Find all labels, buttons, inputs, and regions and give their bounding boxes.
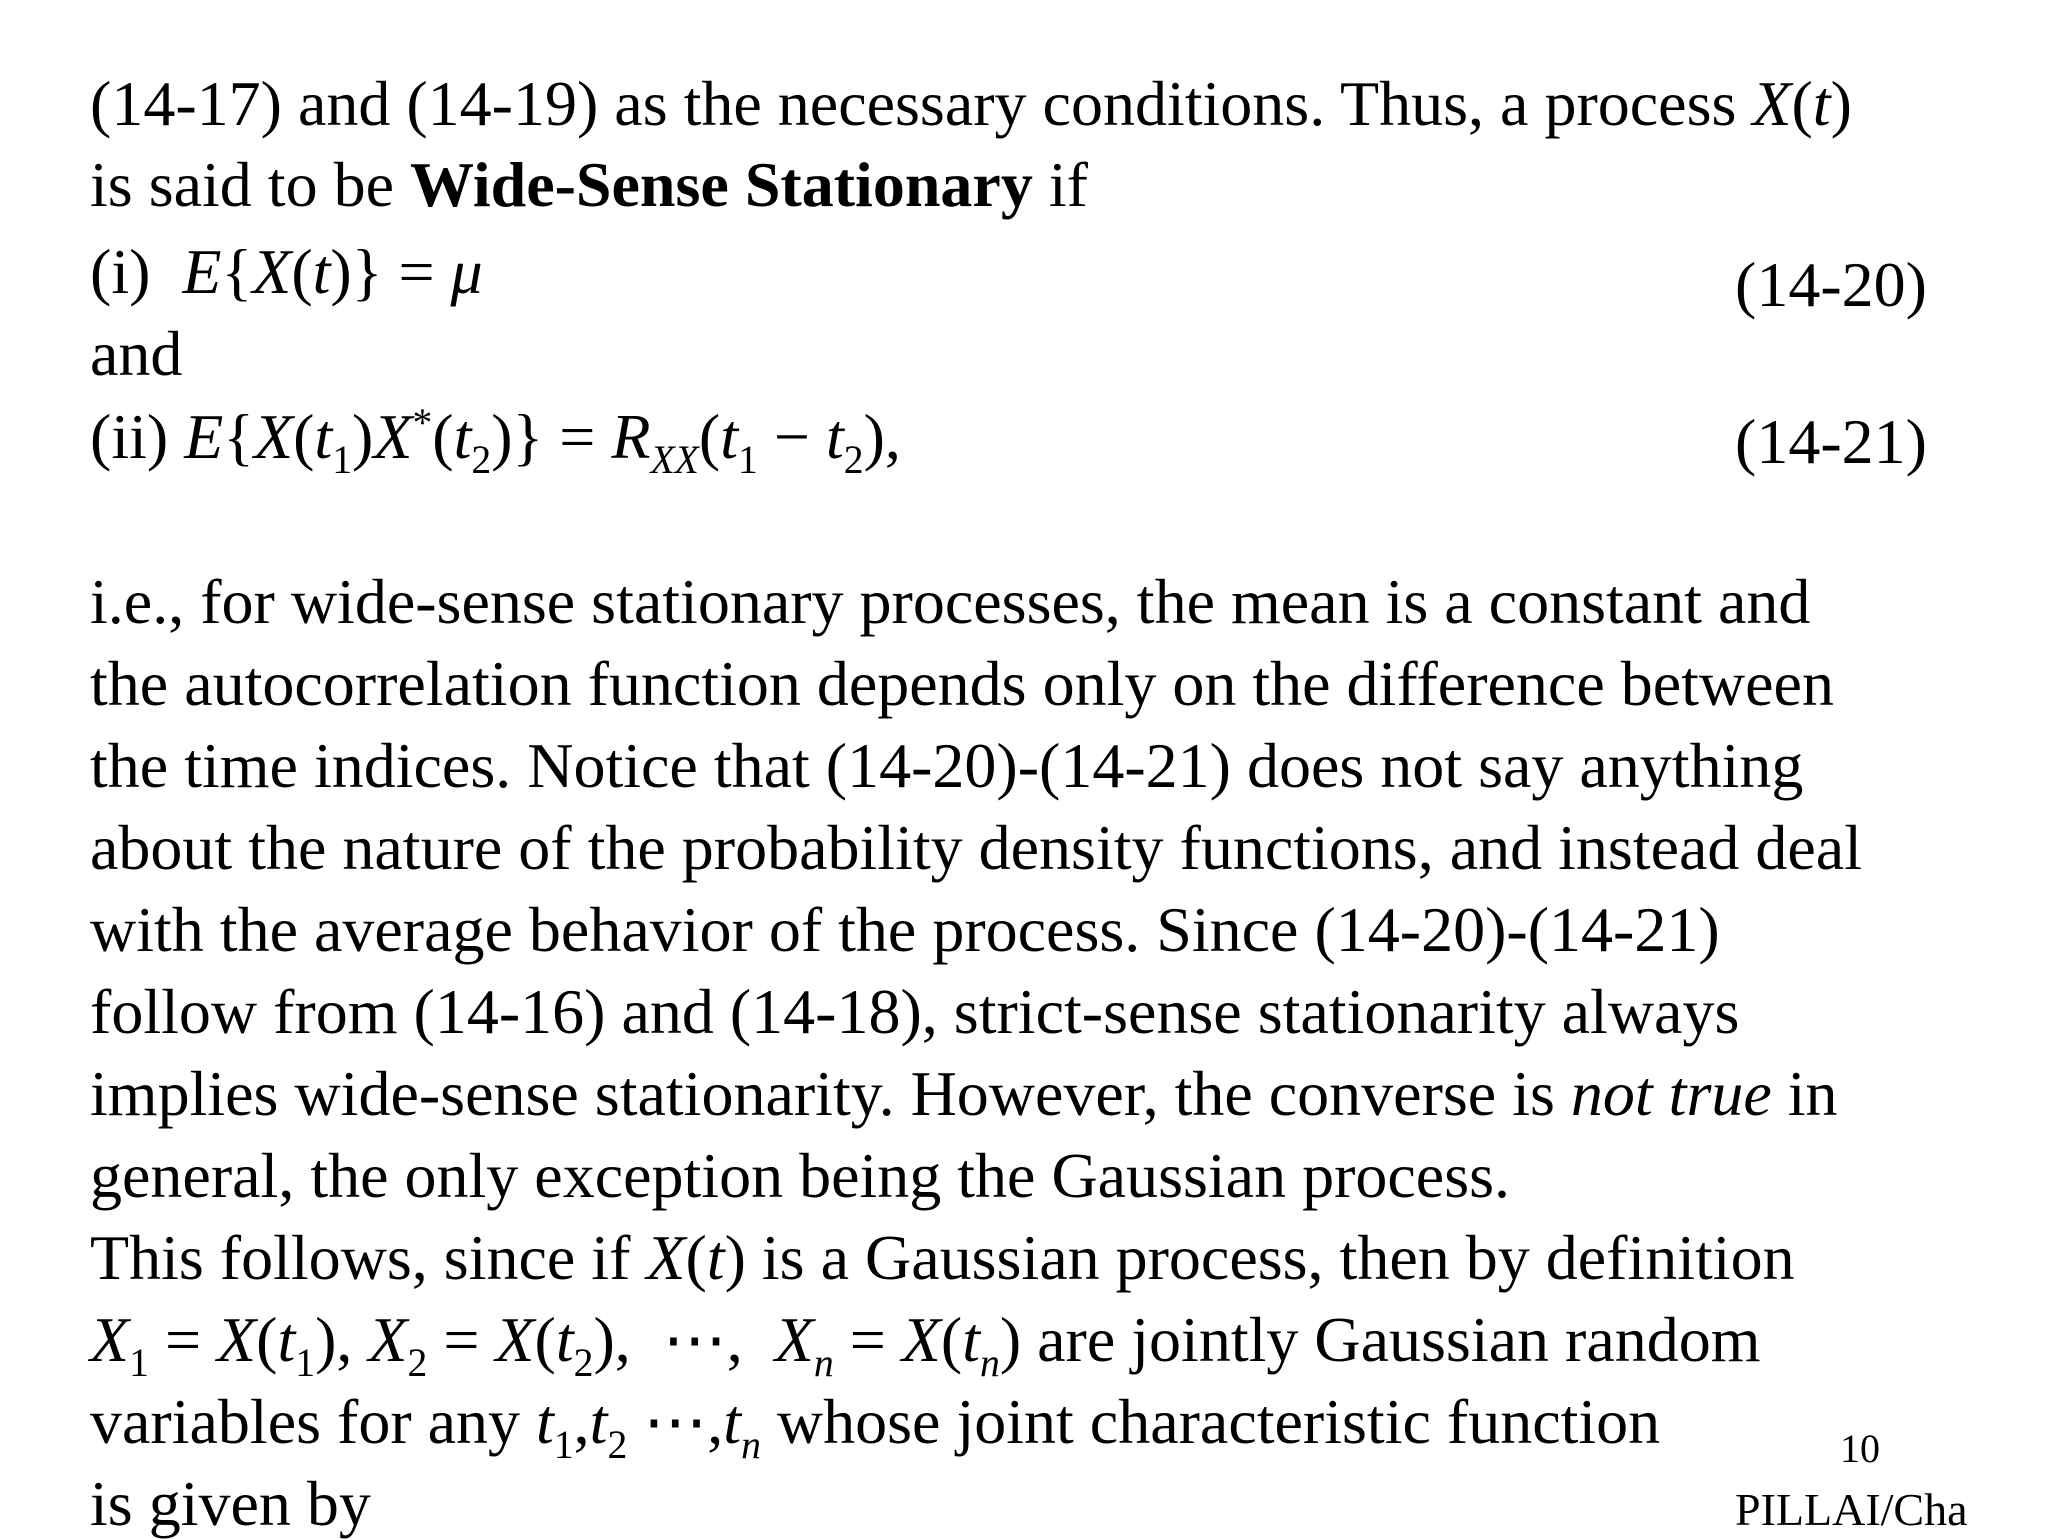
time-indices: $t_1,t_2$ $\cdots,t_n$ [536,1386,761,1468]
wss-term: Wide-Sense Stationary [409,149,1033,220]
paragraph-line-2: the autocorrelation function depends only on the difference between [90,648,1834,719]
paragraph-line-12: is given by [90,1468,371,1539]
paragraph-line-10: $X_1 = X(t_1)$, $X_2 = X(t_2)$, ⋯, $X_n = X(t_n)$ are jointly Gaussian random [90,1304,1761,1386]
paragraph-line-3: the time indices. Notice that (14-20)-(14-21) does not say anything [90,730,1804,801]
paragraph-line-11: variables for any $t_1,t_2$ $\cdots,t_n$ whose joint characteristic function [90,1386,1661,1468]
random-variables-definition: $X_1 = X(t_1)$, $X_2 = X(t_2)$, ⋯, $X_n = X(t_n)$ [90,1304,1022,1386]
mean-equation: E{X(t)} = μ [182,236,483,307]
paragraph-line-7: implies wide-sense stationarity. However, the converse is not true in [90,1058,1838,1129]
paragraph-line-9: This follows, since if X(t) is a Gaussian process, then by definition [90,1222,1795,1293]
paragraph-line-8: general, the only exception being the Gaussian process. [90,1140,1510,1211]
page-number: 10 [1840,1426,1880,1471]
paragraph-line-5: with the average behavior of the process. Since (14-20)-(14-21) [90,894,1720,965]
time-symbol: t [1812,68,1831,139]
condition-i [90,236,483,307]
condition-ii-label: (ii) [90,401,169,472]
condition-i-label: (i) [90,236,151,307]
gaussian-process-symbol: X(t) [646,1222,746,1293]
intro-text: (14-17) and (14-19) as the necessary conditions. Thus, a process [90,68,1753,139]
intro-line-1: (14-17) and (14-19) as the necessary conditions. Thus, a process X(t) [90,68,1852,139]
paragraph-line-6: follow from (14-16) and (14-18), strict-sense stationarity always [90,976,1740,1047]
intro-line-2: is said to be Wide-Sense Stationary if [90,149,1088,220]
autocorrelation-equation: $E\{X(t_1)X^*(t_2)\} = R_{XX}(t_1 - t_2)$, [184,401,901,483]
process-symbol: X [1752,68,1792,139]
condition-ii [90,401,901,483]
equation-number-14-21: (14-21) [1735,406,1927,477]
author-tag: PILLAI/Cha [1735,1484,1968,1535]
not-true-emphasis: not true [1570,1058,1772,1129]
equation-number-14-20: (14-20) [1735,249,1927,320]
paragraph-line-4: about the nature of the probability density functions, and instead deal [90,812,1862,883]
connector-and: and [90,318,183,389]
paragraph-line-1: i.e., for wide-sense stationary processes, the mean is a constant and [90,566,1811,637]
